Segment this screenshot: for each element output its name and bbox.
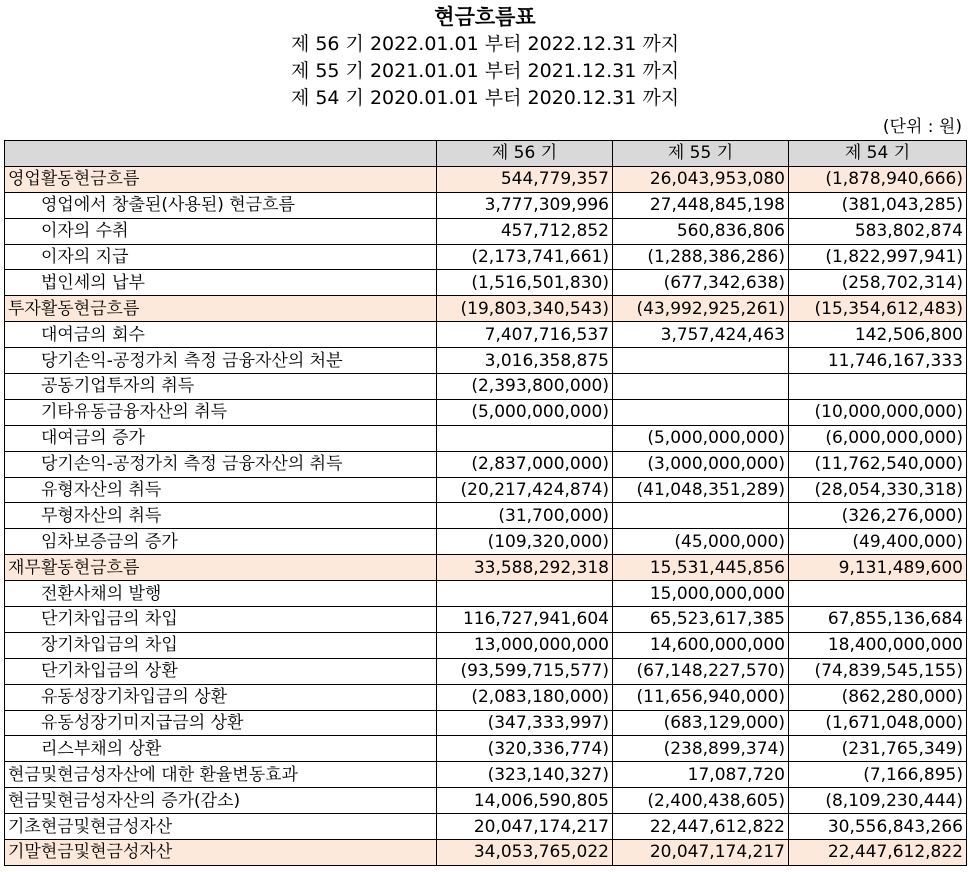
header-row: [5, 141, 967, 167]
table-row: [5, 762, 967, 788]
row-label: 기말현금및현금성자산: [5, 840, 437, 866]
value-55: [613, 348, 789, 374]
table-row: [5, 840, 967, 866]
value-54: (6,000,000,000): [789, 425, 967, 451]
column-header-54: 제 54 기: [789, 141, 967, 167]
table-row: [5, 270, 967, 296]
statement-title: 현금흐름표: [434, 5, 536, 29]
value-54: 9,131,489,600: [789, 555, 967, 581]
table-row: [5, 503, 967, 529]
value-56: 14,006,590,805: [437, 788, 613, 814]
value-54: (326,276,000): [789, 503, 967, 529]
value-55: [613, 503, 789, 529]
row-label: 공동기업투자의 취득: [5, 374, 437, 400]
period-line-55: 제 55 기 2021.01.01 부터 2021.12.31 까지: [290, 60, 680, 82]
table-row: [5, 684, 967, 710]
value-54: (1,822,997,941): [789, 244, 967, 270]
value-56: 3,016,358,875: [437, 348, 613, 374]
row-label: 현금및현금성자산의 증가(감소): [5, 788, 437, 814]
table-row: [5, 736, 967, 762]
value-55: 17,087,720: [613, 762, 789, 788]
table-row: [5, 348, 967, 374]
table-row: [5, 555, 967, 581]
period-line-56: 제 56 기 2022.01.01 부터 2022.12.31 까지: [290, 33, 680, 55]
row-label: 투자활동현금흐름: [5, 296, 437, 322]
row-label: 유형자산의 취득: [5, 477, 437, 503]
value-55: (677,342,638): [613, 270, 789, 296]
value-56: (2,173,741,661): [437, 244, 613, 270]
value-55: 15,531,445,856: [613, 555, 789, 581]
table-row: [5, 192, 967, 218]
value-55: (11,656,940,000): [613, 684, 789, 710]
table-row: [5, 529, 967, 555]
value-56: (2,083,180,000): [437, 684, 613, 710]
value-55: (5,000,000,000): [613, 425, 789, 451]
value-54: (231,765,349): [789, 736, 967, 762]
value-55: (1,288,386,286): [613, 244, 789, 270]
cash-flow-table: [4, 140, 967, 866]
value-55: (43,992,925,261): [613, 296, 789, 322]
row-label: 단기차입금의 상환: [5, 658, 437, 684]
row-label: 대여금의 증가: [5, 425, 437, 451]
value-55: 3,757,424,463: [613, 322, 789, 348]
value-55: 26,043,953,080: [613, 166, 789, 192]
value-55: 20,047,174,217: [613, 840, 789, 866]
row-label: 임차보증금의 증가: [5, 529, 437, 555]
value-56: (2,393,800,000): [437, 374, 613, 400]
value-56: 20,047,174,217: [437, 814, 613, 840]
value-56: 116,727,941,604: [437, 607, 613, 633]
value-56: (5,000,000,000): [437, 399, 613, 425]
value-55: 27,448,845,198: [613, 192, 789, 218]
row-label: 기초현금및현금성자산: [5, 814, 437, 840]
row-label: 유동성장기차입금의 상환: [5, 684, 437, 710]
table-row: [5, 166, 967, 192]
table-row: [5, 658, 967, 684]
value-56: (347,333,997): [437, 710, 613, 736]
value-56: (323,140,327): [437, 762, 613, 788]
table-row: [5, 477, 967, 503]
value-54: 11,746,167,333: [789, 348, 967, 374]
table-row: [5, 814, 967, 840]
value-56: (20,217,424,874): [437, 477, 613, 503]
value-54: (862,280,000): [789, 684, 967, 710]
value-56: 13,000,000,000: [437, 632, 613, 658]
table-row: [5, 322, 967, 348]
value-55: 14,600,000,000: [613, 632, 789, 658]
value-55: (45,000,000): [613, 529, 789, 555]
value-54: 22,447,612,822: [789, 840, 967, 866]
row-label: 당기손익-공정가치 측정 금융자산의 처분: [5, 348, 437, 374]
value-56: (19,803,340,543): [437, 296, 613, 322]
column-header-account: [5, 141, 437, 167]
value-54: (28,054,330,318): [789, 477, 967, 503]
row-label: 무형자산의 취득: [5, 503, 437, 529]
value-54: (10,000,000,000): [789, 399, 967, 425]
table-row: [5, 296, 967, 322]
value-54: 67,855,136,684: [789, 607, 967, 633]
value-54: [789, 581, 967, 607]
value-54: (258,702,314): [789, 270, 967, 296]
value-55: [613, 399, 789, 425]
value-55: (67,148,227,570): [613, 658, 789, 684]
row-label: 이자의 수취: [5, 218, 437, 244]
value-55: 22,447,612,822: [613, 814, 789, 840]
value-56: (31,700,000): [437, 503, 613, 529]
table-row: [5, 451, 967, 477]
table-row: [5, 425, 967, 451]
row-label: 대여금의 회수: [5, 322, 437, 348]
value-56: 3,777,309,996: [437, 192, 613, 218]
value-56: (1,516,501,830): [437, 270, 613, 296]
value-54: 18,400,000,000: [789, 632, 967, 658]
table-row: [5, 581, 967, 607]
value-56: 7,407,716,537: [437, 322, 613, 348]
row-label: 영업에서 창출된(사용된) 현금흐름: [5, 192, 437, 218]
value-55: (41,048,351,289): [613, 477, 789, 503]
value-54: (7,166,895): [789, 762, 967, 788]
value-56: 33,588,292,318: [437, 555, 613, 581]
value-56: (93,599,715,577): [437, 658, 613, 684]
period-line-54: 제 54 기 2020.01.01 부터 2020.12.31 까지: [290, 87, 680, 109]
row-label: 재무활동현금흐름: [5, 555, 437, 581]
unit-label: (단위 : 원): [882, 117, 962, 137]
value-56: 34,053,765,022: [437, 840, 613, 866]
value-56: (320,336,774): [437, 736, 613, 762]
column-header-56: 제 56 기: [437, 141, 613, 167]
value-54: [789, 374, 967, 400]
table-row: [5, 607, 967, 633]
table-row: [5, 632, 967, 658]
row-label: 리스부채의 상환: [5, 736, 437, 762]
row-label: 단기차입금의 차입: [5, 607, 437, 633]
table-body: [5, 166, 967, 865]
table-row: [5, 244, 967, 270]
row-label: 기타유동금융자산의 취득: [5, 399, 437, 425]
value-55: 15,000,000,000: [613, 581, 789, 607]
value-55: (3,000,000,000): [613, 451, 789, 477]
value-55: (2,400,438,605): [613, 788, 789, 814]
value-55: (238,899,374): [613, 736, 789, 762]
value-56: 544,779,357: [437, 166, 613, 192]
value-56: [437, 425, 613, 451]
row-label: 전환사채의 발행: [5, 581, 437, 607]
value-55: 560,836,806: [613, 218, 789, 244]
value-54: (1,671,048,000): [789, 710, 967, 736]
column-header-55: 제 55 기: [613, 141, 789, 167]
row-label: 당기손익-공정가치 측정 금융자산의 취득: [5, 451, 437, 477]
row-label: 유동성장기미지급금의 상환: [5, 710, 437, 736]
row-label: 현금및현금성자산에 대한 환율변동효과: [5, 762, 437, 788]
table-row: [5, 218, 967, 244]
value-55: [613, 374, 789, 400]
value-54: (74,839,545,155): [789, 658, 967, 684]
table-row: [5, 710, 967, 736]
table-row: [5, 399, 967, 425]
value-54: 142,506,800: [789, 322, 967, 348]
table-row: [5, 788, 967, 814]
value-54: (15,354,612,483): [789, 296, 967, 322]
value-54: (49,400,000): [789, 529, 967, 555]
value-55: (683,129,000): [613, 710, 789, 736]
value-54: (8,109,230,444): [789, 788, 967, 814]
value-54: 583,802,874: [789, 218, 967, 244]
row-label: 장기차입금의 차입: [5, 632, 437, 658]
value-56: (2,837,000,000): [437, 451, 613, 477]
value-54: (1,878,940,666): [789, 166, 967, 192]
value-54: (11,762,540,000): [789, 451, 967, 477]
value-56: (109,320,000): [437, 529, 613, 555]
value-54: (381,043,285): [789, 192, 967, 218]
table-row: [5, 374, 967, 400]
row-label: 법인세의 납부: [5, 270, 437, 296]
row-label: 이자의 지급: [5, 244, 437, 270]
value-56: [437, 581, 613, 607]
value-56: 457,712,852: [437, 218, 613, 244]
row-label: 영업활동현금흐름: [5, 166, 437, 192]
value-54: 30,556,843,266: [789, 814, 967, 840]
value-55: 65,523,617,385: [613, 607, 789, 633]
